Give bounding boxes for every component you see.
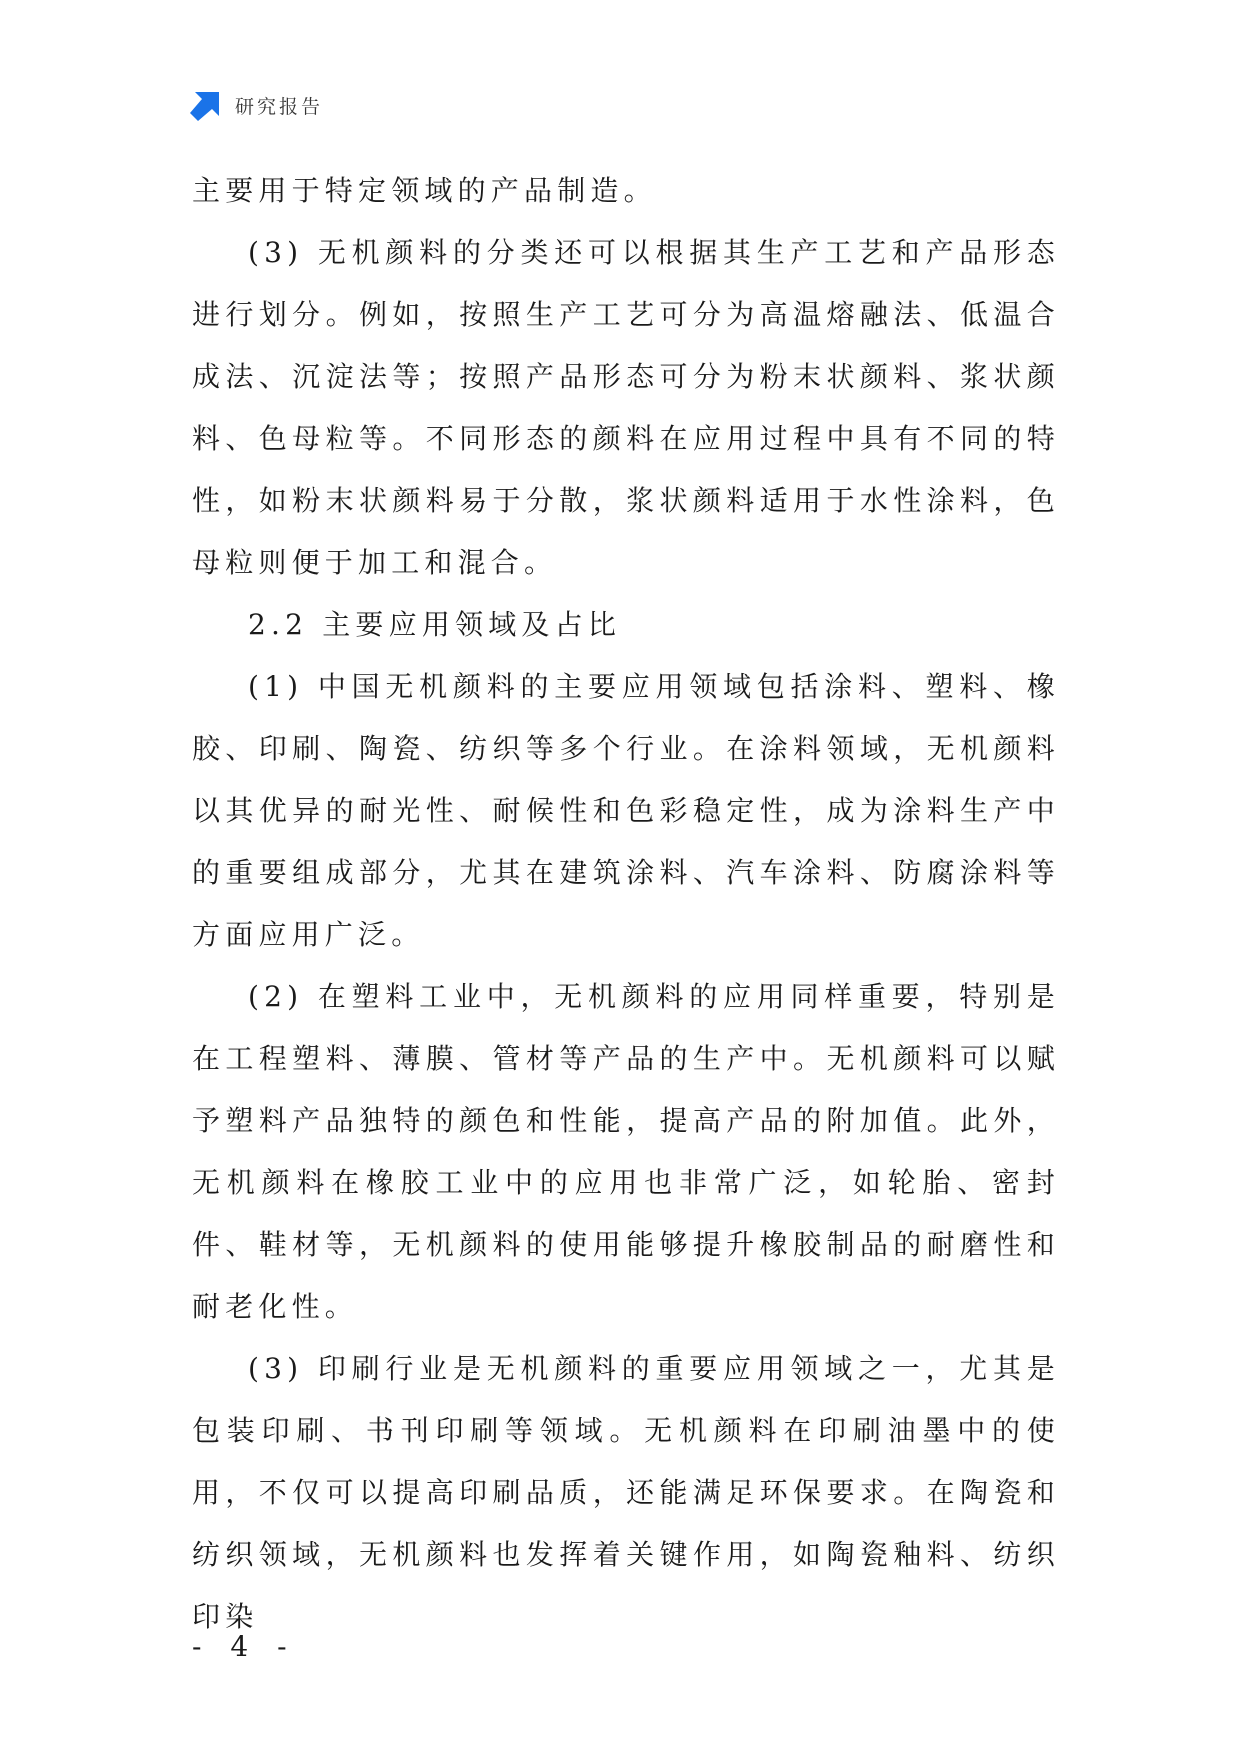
paragraph-continuation: 主要用于特定领域的产品制造。: [192, 174, 657, 207]
paragraph-applications-3: (3) 印刷行业是无机颜料的重要应用领域之一，尤其是包装印刷、书刊印刷等领域。无机颜料在印刷油墨中的使用，不仅可以提高印刷品质，还能满足环保要求。在陶瓷和纺织领域，无机颜料也发挥着关键作用，如陶瓷釉料、纺织印染: [192, 1352, 1060, 1633]
paragraph-applications-1: (1) 中国无机颜料的主要应用领域包括涂料、塑料、橡胶、印刷、陶瓷、纺织等多个行业。在涂料领域，无机颜料以其优异的耐光性、耐候性和色彩稳定性，成为涂料生产中的重要组成部分，尤其在建筑涂料、汽车涂料、防腐涂料等方面应用广泛。: [192, 670, 1060, 951]
page-header: [189, 88, 323, 122]
document-body: [192, 160, 1060, 1648]
header-title: 研究报告: [235, 95, 324, 118]
page-number: - 4 -: [192, 1630, 297, 1663]
paragraph-classification: (3) 无机颜料的分类还可以根据其生产工艺和产品形态进行划分。例如，按照生产工艺可分为高温熔融法、低温合成法、沉淀法等；按照产品形态可分为粉末状颜料、浆状颜料、色母粒等。不同形态的颜料在应用过程中具有不同的特性，如粉末状颜料易于分散，浆状颜料适用于水性涂料，色母粒则便于加工和混合。: [192, 236, 1060, 579]
paragraph-applications-2: (2) 在塑料工业中，无机颜料的应用同样重要，特别是在工程塑料、薄膜、管材等产品的生产中。无机颜料可以赋予塑料产品独特的颜色和性能，提高产品的附加值。此外，无机颜料在橡胶工业中的应用也非常广泛，如轮胎、密封件、鞋材等，无机颜料的使用能够提升橡胶制品的耐磨性和耐老化性。: [192, 980, 1060, 1323]
section-heading: 2.2 主要应用领域及占比: [248, 608, 622, 641]
arrow-up-right-icon: [189, 88, 223, 122]
